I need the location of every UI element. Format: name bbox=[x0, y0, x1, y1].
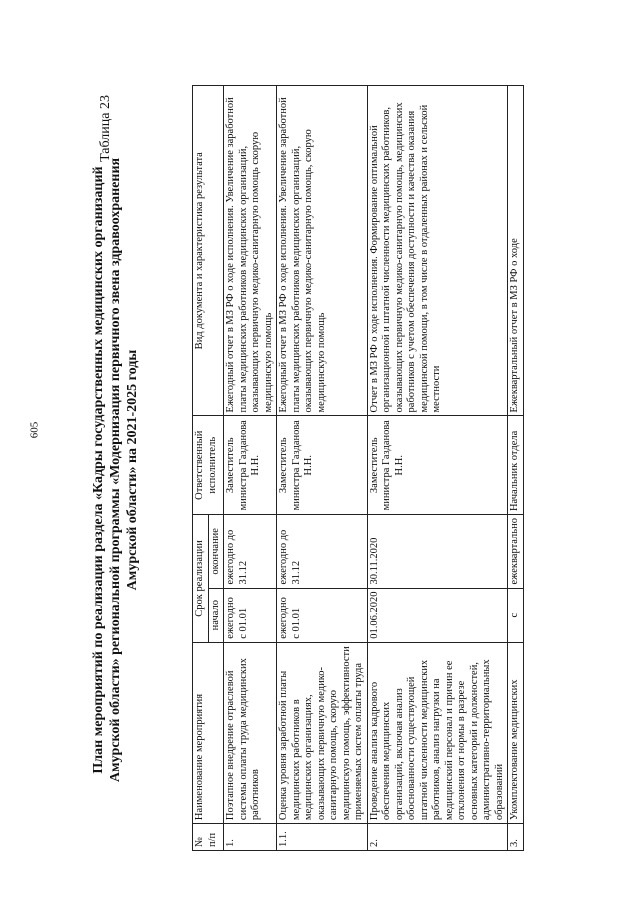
title-line: План мероприятий по реализации раздела «Кадры государственных медицинских организаций bbox=[91, 166, 106, 774]
row-start: ежегодно с 01.01 bbox=[277, 588, 368, 642]
row-responsible: Заместитель министра Газданова Н.Н. bbox=[224, 416, 277, 515]
row-name: Поэтапное внедрение отраслевой системы оплаты труда медицинских работников bbox=[224, 642, 277, 823]
row-responsible: Заместитель министра Газданова Н.Н. bbox=[367, 416, 508, 515]
table-row bbox=[224, 86, 277, 851]
row-name: Проведение анализа кадрового обеспечения медицинских организаций, включая анализ обоснованности существующей штатной численности медицинских работников, анализ нагрузки на медицинский персонал и причин ее отклонения от нормы в разрезе основных категорий и должностей, административно-территориальных образований bbox=[367, 642, 508, 823]
header-no: № п/п bbox=[193, 824, 224, 851]
page-number: 605 bbox=[28, 421, 41, 439]
row-no: 1.1. bbox=[277, 824, 368, 851]
row-name: Оценка уровня заработной платы медицинских работников в медицинских организациях, оказывающих первичную медико-санитарную помощь, скорую медицинскую помощь, эффективности применяемых систем оплаты труда bbox=[277, 642, 368, 823]
table-row bbox=[277, 86, 368, 851]
row-end: 30.11.2020 bbox=[367, 515, 508, 589]
row-end: ежегодно до 31.12 bbox=[277, 515, 368, 589]
row-responsible: Начальник отдела bbox=[508, 416, 524, 515]
header-start: начало bbox=[208, 588, 224, 642]
row-start: ежегодно с 01.01 bbox=[224, 588, 277, 642]
document-title bbox=[90, 85, 141, 855]
row-result: Ежегодный отчет в МЗ РФ о ходе исполнения. Увеличение заработной платы медицинских работников медицинских организаций, оказывающих первичную медико-санитарную помощь скорую медицинскую помощь bbox=[224, 86, 277, 416]
row-name: Укомплектование медицинских bbox=[508, 642, 524, 823]
row-start: с bbox=[508, 588, 524, 642]
row-responsible: Заместитель министра Газданова Н.Н. bbox=[277, 416, 368, 515]
row-start: 01.06.2020 bbox=[367, 588, 508, 642]
activities-table bbox=[192, 85, 524, 851]
title-line: Амурской области» на 2021-2025 годы bbox=[125, 349, 140, 591]
table-row bbox=[367, 86, 508, 851]
row-no: 1. bbox=[224, 824, 277, 851]
header-name: Наименование мероприятия bbox=[193, 642, 224, 823]
row-result: Ежеквартальный отчет в МЗ РФ о ходе bbox=[508, 86, 524, 416]
row-end: ежеквартально bbox=[508, 515, 524, 589]
header-period: Срок реализации bbox=[193, 515, 209, 643]
rotated-page bbox=[70, 85, 590, 855]
row-end: ежегодно до 31.12 bbox=[224, 515, 277, 589]
row-no: 3. bbox=[508, 824, 524, 851]
header-row bbox=[193, 86, 209, 851]
header-responsible: Ответственный исполнитель bbox=[193, 416, 224, 515]
row-result: Отчет в МЗ РФ о ходе исполнения. Формирование оптимальной организационной и штатной численности медицинских работников, оказывающих первичную медико-санитарную помощь, медицинских работников с учетом обеспечения доступности и качества оказания медицинской помощи, в том числе в отдаленных районах и сельской местности bbox=[367, 86, 508, 416]
table-number: Таблица 23 bbox=[98, 95, 113, 162]
table-row bbox=[508, 86, 524, 851]
header-end: окончание bbox=[208, 515, 224, 589]
row-no: 2. bbox=[367, 824, 508, 851]
row-result: Ежегодный отчет в МЗ РФ о ходе исполнения. Увеличение заработной платы медицинских работников медицинских организаций, оказывающих первичную медико-санитарную помощь, скорую медицинскую помощь bbox=[277, 86, 368, 416]
header-result: Вид документа и характеристика результата bbox=[193, 86, 224, 416]
title-line: Амурской области» региональной программы «Модернизация первичного звена здравоохранения bbox=[108, 157, 123, 783]
